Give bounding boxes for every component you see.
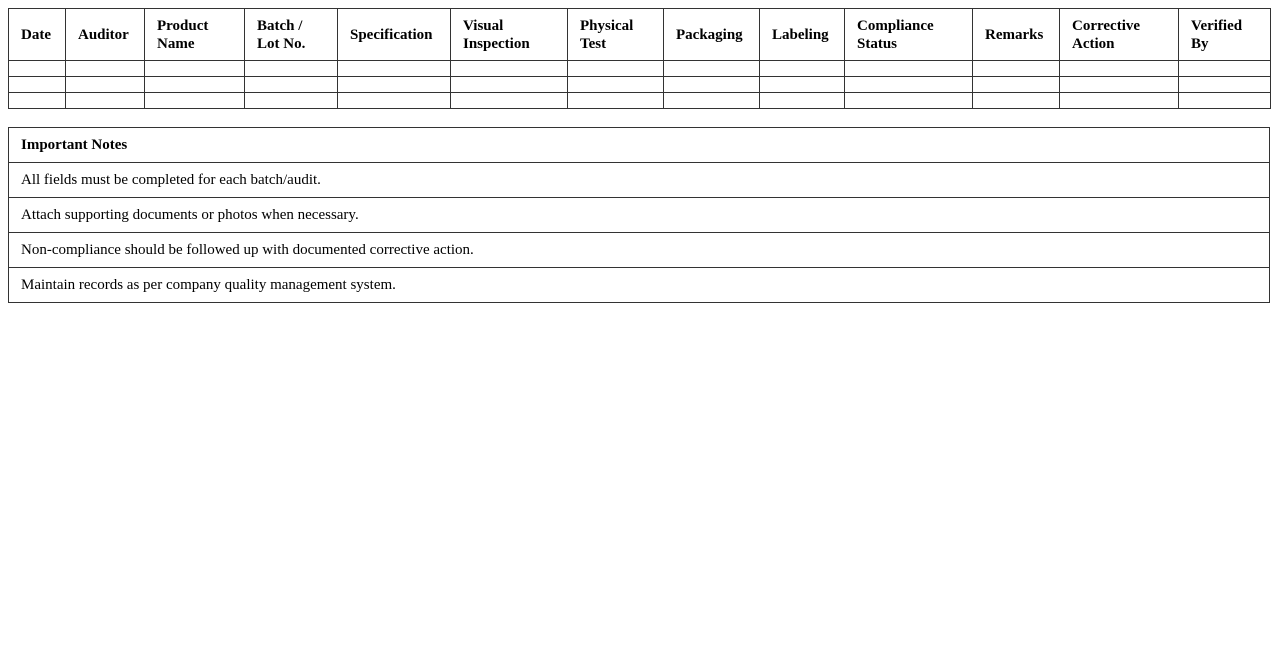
entry-cell[interactable] [973, 93, 1060, 109]
entry-cell[interactable] [9, 77, 66, 93]
entry-cell[interactable] [760, 61, 845, 77]
header-compliance-status: Compliance Status [845, 9, 973, 61]
note-item: Maintain records as per company quality management system. [9, 268, 1270, 303]
table-row [9, 93, 1271, 109]
entry-cell[interactable] [1060, 61, 1179, 77]
notes-row [9, 163, 1270, 198]
notes-title: Important Notes [9, 128, 1270, 163]
table-row [9, 77, 1271, 93]
note-item: Attach supporting documents or photos when necessary. [9, 198, 1270, 233]
header-physical-test: Physical Test [568, 9, 664, 61]
entry-cell[interactable] [451, 61, 568, 77]
entry-cell[interactable] [9, 61, 66, 77]
entry-cell[interactable] [245, 61, 338, 77]
entry-cell[interactable] [845, 77, 973, 93]
entry-cell[interactable] [66, 93, 145, 109]
notes-title-row [9, 128, 1270, 163]
entry-cell[interactable] [66, 61, 145, 77]
notes-row [9, 268, 1270, 303]
entry-cell[interactable] [760, 93, 845, 109]
entry-cell[interactable] [338, 77, 451, 93]
entry-cell[interactable] [664, 77, 760, 93]
entry-cell[interactable] [1060, 93, 1179, 109]
entry-cell[interactable] [1060, 77, 1179, 93]
header-packaging: Packaging [664, 9, 760, 61]
entry-cell[interactable] [145, 77, 245, 93]
entry-cell[interactable] [973, 77, 1060, 93]
table-row [9, 61, 1271, 77]
entry-cell[interactable] [568, 93, 664, 109]
entry-cell[interactable] [9, 93, 66, 109]
entry-cell[interactable] [568, 61, 664, 77]
header-labeling: Labeling [760, 9, 845, 61]
entry-cell[interactable] [1179, 61, 1271, 77]
header-specification: Specification [338, 9, 451, 61]
entry-cell[interactable] [145, 93, 245, 109]
header-batch-lot-no: Batch / Lot No. [245, 9, 338, 61]
entry-cell[interactable] [338, 61, 451, 77]
header-auditor: Auditor [66, 9, 145, 61]
entry-cell[interactable] [845, 93, 973, 109]
header-verified-by: Verified By [1179, 9, 1271, 61]
audit-table-body [9, 61, 1271, 109]
page [0, 0, 1278, 303]
entry-cell[interactable] [66, 77, 145, 93]
note-item: Non-compliance should be followed up with documented corrective action. [9, 233, 1270, 268]
entry-cell[interactable] [973, 61, 1060, 77]
entry-cell[interactable] [664, 93, 760, 109]
entry-cell[interactable] [760, 77, 845, 93]
header-product-name: Product Name [145, 9, 245, 61]
entry-cell[interactable] [451, 77, 568, 93]
notes-row [9, 198, 1270, 233]
entry-cell[interactable] [338, 93, 451, 109]
notes-row [9, 233, 1270, 268]
header-date: Date [9, 9, 66, 61]
entry-cell[interactable] [664, 61, 760, 77]
entry-cell[interactable] [245, 77, 338, 93]
note-item: All fields must be completed for each batch/audit. [9, 163, 1270, 198]
entry-cell[interactable] [1179, 77, 1271, 93]
header-remarks: Remarks [973, 9, 1060, 61]
entry-cell[interactable] [245, 93, 338, 109]
entry-cell[interactable] [451, 93, 568, 109]
header-corrective-action: Corrective Action [1060, 9, 1179, 61]
entry-cell[interactable] [1179, 93, 1271, 109]
entry-cell[interactable] [568, 77, 664, 93]
header-visual-inspection: Visual Inspection [451, 9, 568, 61]
entry-cell[interactable] [145, 61, 245, 77]
audit-table [8, 8, 1271, 109]
header-row [9, 9, 1271, 61]
notes-table [8, 127, 1270, 303]
entry-cell[interactable] [845, 61, 973, 77]
